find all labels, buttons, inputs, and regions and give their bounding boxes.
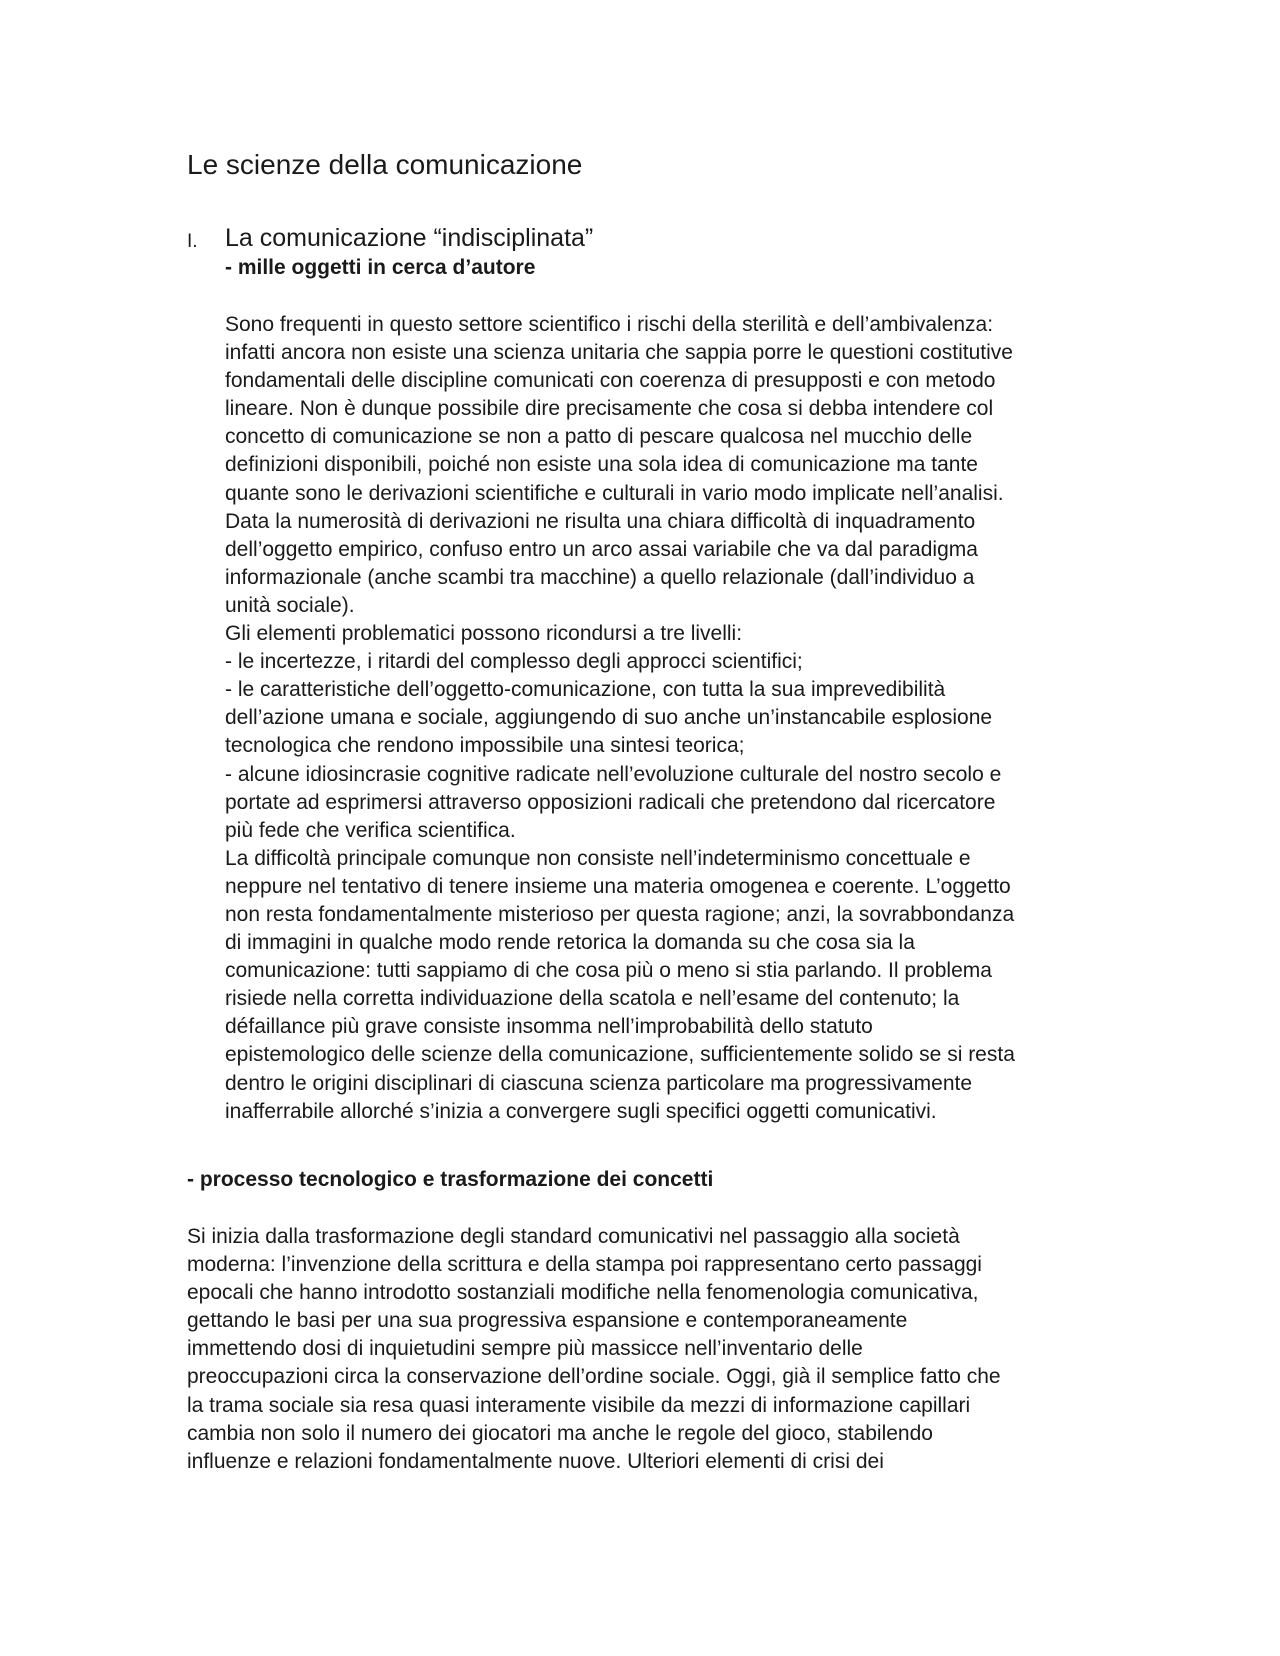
text-line: - alcune idiosincrasie cognitive radicate nell’evoluzione culturale del nostro secolo e xyxy=(225,762,1002,786)
text-line: inafferrabile allorché s’inizia a convergere sugli specifici oggetti comunicativi. xyxy=(225,1099,937,1123)
text-line: epistemologico delle scienze della comunicazione, sufficientemente solido se si resta xyxy=(225,1043,1015,1067)
section-number: I. xyxy=(187,231,198,252)
text-line: più fede che verifica scientifica. xyxy=(225,818,516,842)
text-line: défaillance più grave consiste insomma nell’improbabilità dello statuto xyxy=(225,1015,873,1039)
text-line: Data la numerosità di derivazioni ne risulta una chiara difficoltà di inquadramento xyxy=(225,509,976,533)
section-heading xyxy=(187,222,1087,256)
subsection-1-body xyxy=(225,311,1105,1126)
text-line: dentro le origini disciplinari di ciascuna scienza particolare ma progressivamente xyxy=(225,1071,973,1095)
text-line: La difficoltà principale comunque non consiste nell’indeterminismo concettuale e xyxy=(225,846,971,870)
subsection-heading-1: - mille oggetti in cerca d’autore xyxy=(225,256,536,279)
text-line: di immagini in qualche modo rende retorica la domanda su che cosa sia la xyxy=(225,931,915,955)
subsection-2-body xyxy=(187,1223,1087,1476)
subsection-heading-2: - processo tecnologico e trasformazione dei concetti xyxy=(187,1168,714,1191)
text-line: cambia non solo il numero dei giocatori ma anche le regole del gioco, stabilendo xyxy=(187,1421,933,1445)
text-line: lineare. Non è dunque possibile dire precisamente che cosa si debba intendere col xyxy=(225,397,994,421)
text-line: infatti ancora non esiste una scienza unitaria che sappia porre le questioni costitutive xyxy=(225,341,1013,365)
text-line: concetto di comunicazione se non a patto di pescare qualcosa nel mucchio delle xyxy=(225,425,973,449)
text-line: informazionale (anche scambi tra macchine) a quello relazionale (dall’individuo a xyxy=(225,565,975,589)
text-line: epocali che hanno introdotto sostanziali modifiche nella fenomenologia comunicativa, xyxy=(187,1281,979,1305)
text-line: portate ad esprimersi attraverso opposizioni radicali che pretendono dal ricercatore xyxy=(225,790,996,814)
text-line: non resta fondamentalmente misterioso per questa ragione; anzi, la sovrabbondanza xyxy=(225,902,1015,926)
text-line: neppure nel tentativo di tenere insieme una materia omogenea e coerente. L’oggetto xyxy=(225,874,1011,898)
text-line: quante sono le derivazioni scientifiche e culturali in vario modo implicate nell’analisi. xyxy=(225,481,1004,505)
text-line: risiede nella corretta individuazione della scatola e nell’esame del contenuto; la xyxy=(225,987,960,1011)
text-line: Sono frequenti in questo settore scientifico i rischi della sterilità e dell’ambivalenza: xyxy=(225,313,994,336)
text-line: Gli elementi problematici possono ricondursi a tre livelli: xyxy=(225,622,743,646)
text-line: dell’oggetto empirico, confuso entro un arco assai variabile che va dal paradigma xyxy=(225,537,978,561)
text-line: moderna: l’invenzione della scrittura e della stampa poi rappresentano certo passaggi xyxy=(187,1253,982,1277)
text-line: Si inizia dalla trasformazione degli standard comunicativi nel passaggio alla società xyxy=(187,1225,960,1248)
text-line: definizioni disponibili, poiché non esiste una sola idea di comunicazione ma tante xyxy=(225,453,978,477)
text-line: influenze e relazioni fondamentalmente nuove. Ulteriori elementi di crisi dei xyxy=(187,1449,884,1473)
text-line: gettando le basi per una sua progressiva espansione e contemporaneamente xyxy=(187,1309,908,1333)
text-line: la trama sociale sia resa quasi interamente visibile da mezzi di informazione capillari xyxy=(187,1393,971,1417)
text-line: unità sociale). xyxy=(225,593,355,617)
text-line: fondamentali delle discipline comunicati con coerenza di presupposti e con metodo xyxy=(225,369,996,393)
section-title: La comunicazione “indisciplinata” xyxy=(225,224,594,252)
document-title: Le scienze della comunicazione xyxy=(187,149,583,180)
text-line: tecnologica che rendono impossibile una sintesi teorica; xyxy=(225,734,745,758)
text-line: - le caratteristiche dell’oggetto-comunicazione, con tutta la sua imprevedibilità xyxy=(225,678,946,702)
text-line: dell’azione umana e sociale, aggiungendo di suo anche un’instancabile esplosione xyxy=(225,706,993,730)
text-line: immettendo dosi di inquietudini sempre più massicce nell’inventario delle xyxy=(187,1337,863,1361)
text-line: - le incertezze, i ritardi del complesso degli approcci scientifici; xyxy=(225,650,803,674)
text-line: preoccupazioni circa la conservazione dell’ordine sociale. Oggi, già il semplice fatto che xyxy=(187,1365,1001,1389)
text-line: comunicazione: tutti sappiamo di che cosa più o meno si stia parlando. Il problema xyxy=(225,959,992,983)
